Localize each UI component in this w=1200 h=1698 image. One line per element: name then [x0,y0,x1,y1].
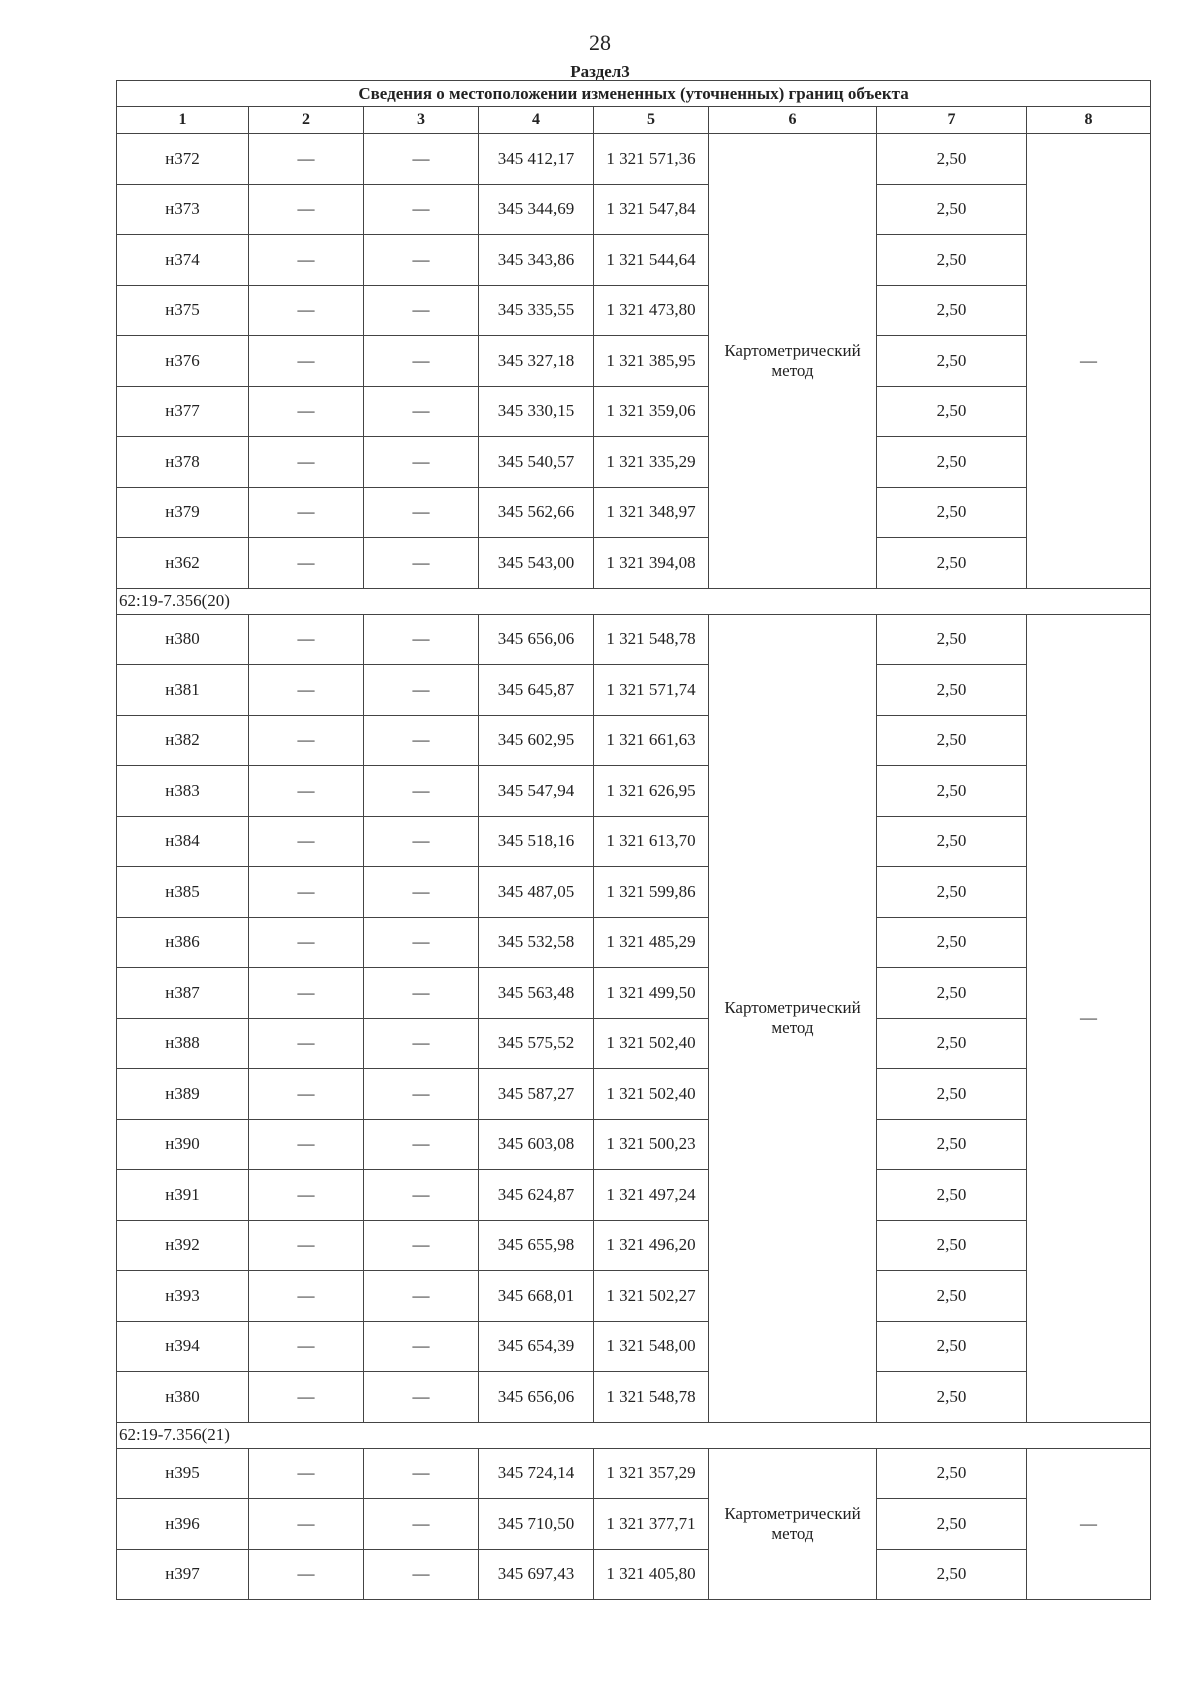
column-3-cell: — [364,968,479,1019]
x-coordinate-cell: 345 518,16 [479,816,594,867]
column-2-cell: — [249,766,364,817]
column-3-cell: — [364,235,479,286]
table-row [117,235,1151,286]
point-name-cell: н379 [117,487,249,538]
y-coordinate-cell: 1 321 547,84 [594,184,709,235]
table-row [117,1170,1151,1221]
table-row [117,1119,1151,1170]
column-3-cell: — [364,134,479,185]
x-coordinate-cell: 345 563,48 [479,968,594,1019]
y-coordinate-cell: 1 321 496,20 [594,1220,709,1271]
accuracy-cell: 2,50 [877,184,1027,235]
point-name-cell: н389 [117,1069,249,1120]
column-3-cell: — [364,816,479,867]
column-2-cell: — [249,1321,364,1372]
point-name-cell: н373 [117,184,249,235]
x-coordinate-cell: 345 645,87 [479,665,594,716]
accuracy-cell: 2,50 [877,386,1027,437]
accuracy-cell: 2,50 [877,487,1027,538]
table-row [117,184,1151,235]
table-row [117,766,1151,817]
accuracy-cell: 2,50 [877,1170,1027,1221]
column-3-cell: — [364,1549,479,1600]
column-3-cell: — [364,386,479,437]
y-coordinate-cell: 1 321 357,29 [594,1448,709,1499]
y-coordinate-cell: 1 321 485,29 [594,917,709,968]
x-coordinate-cell: 345 603,08 [479,1119,594,1170]
x-coordinate-cell: 345 668,01 [479,1271,594,1322]
table-row [117,336,1151,387]
parcel-group-label: 62:19-7.356(21) [117,1422,1151,1448]
y-coordinate-cell: 1 321 626,95 [594,766,709,817]
x-coordinate-cell: 345 343,86 [479,235,594,286]
table-row [117,614,1151,665]
point-name-cell: н392 [117,1220,249,1271]
y-coordinate-cell: 1 321 473,80 [594,285,709,336]
table-row [117,487,1151,538]
point-name-cell: н387 [117,968,249,1019]
y-coordinate-cell: 1 321 571,36 [594,134,709,185]
column-8-cell: — [1027,1448,1151,1600]
x-coordinate-cell: 345 602,95 [479,715,594,766]
point-name-cell: н391 [117,1170,249,1221]
column-3-cell: — [364,285,479,336]
accuracy-cell: 2,50 [877,1018,1027,1069]
y-coordinate-cell: 1 321 661,63 [594,715,709,766]
column-3-cell: — [364,1119,479,1170]
column-3-cell: — [364,1271,479,1322]
y-coordinate-cell: 1 321 548,00 [594,1321,709,1372]
column-numbers-row [117,107,1151,134]
point-name-cell: н362 [117,538,249,589]
y-coordinate-cell: 1 321 502,40 [594,1018,709,1069]
y-coordinate-cell: 1 321 613,70 [594,816,709,867]
x-coordinate-cell: 345 655,98 [479,1220,594,1271]
section-title: Раздел3 [570,62,630,81]
y-coordinate-cell: 1 321 348,97 [594,487,709,538]
column-number: 4 [479,107,594,134]
column-3-cell: — [364,665,479,716]
accuracy-cell: 2,50 [877,336,1027,387]
x-coordinate-cell: 345 335,55 [479,285,594,336]
column-3-cell: — [364,1321,479,1372]
column-2-cell: — [249,386,364,437]
column-2-cell: — [249,1271,364,1322]
column-2-cell: — [249,867,364,918]
table-row [117,917,1151,968]
column-3-cell: — [364,1170,479,1221]
point-name-cell: н377 [117,386,249,437]
x-coordinate-cell: 345 724,14 [479,1448,594,1499]
accuracy-cell: 2,50 [877,235,1027,286]
column-3-cell: — [364,766,479,817]
point-name-cell: н393 [117,1271,249,1322]
x-coordinate-cell: 345 656,06 [479,1372,594,1423]
y-coordinate-cell: 1 321 377,71 [594,1499,709,1550]
column-2-cell: — [249,917,364,968]
accuracy-cell: 2,50 [877,816,1027,867]
table-row [117,285,1151,336]
column-number: 8 [1027,107,1151,134]
x-coordinate-cell: 345 654,39 [479,1321,594,1372]
table-row [117,715,1151,766]
column-3-cell: — [364,437,479,488]
table-row [117,1220,1151,1271]
boundary-coordinates-table [116,80,1151,1600]
y-coordinate-cell: 1 321 394,08 [594,538,709,589]
column-8-cell: — [1027,134,1151,589]
x-coordinate-cell: 345 562,66 [479,487,594,538]
column-number: 1 [117,107,249,134]
y-coordinate-cell: 1 321 571,74 [594,665,709,716]
accuracy-cell: 2,50 [877,715,1027,766]
column-3-cell: — [364,1499,479,1550]
table-caption-row [117,81,1151,107]
y-coordinate-cell: 1 321 548,78 [594,614,709,665]
column-8-cell: — [1027,614,1151,1422]
point-name-cell: н388 [117,1018,249,1069]
x-coordinate-cell: 345 330,15 [479,386,594,437]
column-2-cell: — [249,538,364,589]
column-2-cell: — [249,134,364,185]
column-2-cell: — [249,1499,364,1550]
point-name-cell: н380 [117,614,249,665]
column-2-cell: — [249,665,364,716]
table-row [117,1499,1151,1550]
accuracy-cell: 2,50 [877,285,1027,336]
x-coordinate-cell: 345 412,17 [479,134,594,185]
column-2-cell: — [249,285,364,336]
y-coordinate-cell: 1 321 497,24 [594,1170,709,1221]
parcel-group-label: 62:19-7.356(20) [117,588,1151,614]
point-name-cell: н395 [117,1448,249,1499]
point-name-cell: н375 [117,285,249,336]
column-3-cell: — [364,1448,479,1499]
y-coordinate-cell: 1 321 500,23 [594,1119,709,1170]
table-row [117,1069,1151,1120]
accuracy-cell: 2,50 [877,1549,1027,1600]
accuracy-cell: 2,50 [877,614,1027,665]
column-2-cell: — [249,1448,364,1499]
column-2-cell: — [249,235,364,286]
y-coordinate-cell: 1 321 544,64 [594,235,709,286]
column-number: 2 [249,107,364,134]
table-row [117,1271,1151,1322]
accuracy-cell: 2,50 [877,968,1027,1019]
point-name-cell: н386 [117,917,249,968]
accuracy-cell: 2,50 [877,917,1027,968]
table-row [117,437,1151,488]
x-coordinate-cell: 345 547,94 [479,766,594,817]
x-coordinate-cell: 345 656,06 [479,614,594,665]
table-row [117,665,1151,716]
point-name-cell: н390 [117,1119,249,1170]
table-row [117,1321,1151,1372]
column-3-cell: — [364,487,479,538]
column-2-cell: — [249,1018,364,1069]
accuracy-cell: 2,50 [877,1220,1027,1271]
x-coordinate-cell: 345 487,05 [479,867,594,918]
table-row [117,1549,1151,1600]
method-cell: Картометрический метод [709,134,877,589]
table-row [117,1372,1151,1423]
x-coordinate-cell: 345 575,52 [479,1018,594,1069]
column-number: 6 [709,107,877,134]
point-name-cell: н385 [117,867,249,918]
column-2-cell: — [249,614,364,665]
column-2-cell: — [249,336,364,387]
table-row [117,1448,1151,1499]
accuracy-cell: 2,50 [877,1069,1027,1120]
column-3-cell: — [364,1018,479,1069]
point-name-cell: н394 [117,1321,249,1372]
accuracy-cell: 2,50 [877,665,1027,716]
table-caption: Сведения о местоположении измененных (уточненных) границ объекта [117,81,1151,107]
column-3-cell: — [364,336,479,387]
table-row [117,386,1151,437]
accuracy-cell: 2,50 [877,1271,1027,1322]
column-2-cell: — [249,1069,364,1120]
column-3-cell: — [364,1372,479,1423]
accuracy-cell: 2,50 [877,1372,1027,1423]
point-name-cell: н396 [117,1499,249,1550]
column-2-cell: — [249,1220,364,1271]
table-row [117,1018,1151,1069]
accuracy-cell: 2,50 [877,538,1027,589]
y-coordinate-cell: 1 321 499,50 [594,968,709,1019]
method-cell: Картометрический метод [709,1448,877,1600]
column-3-cell: — [364,1069,479,1120]
column-2-cell: — [249,1119,364,1170]
accuracy-cell: 2,50 [877,766,1027,817]
point-name-cell: н378 [117,437,249,488]
table-row [117,538,1151,589]
column-2-cell: — [249,1372,364,1423]
point-name-cell: н381 [117,665,249,716]
y-coordinate-cell: 1 321 335,29 [594,437,709,488]
column-number: 7 [877,107,1027,134]
column-2-cell: — [249,1170,364,1221]
point-name-cell: н397 [117,1549,249,1600]
point-name-cell: н376 [117,336,249,387]
point-name-cell: н384 [117,816,249,867]
point-name-cell: н374 [117,235,249,286]
point-name-cell: н382 [117,715,249,766]
column-3-cell: — [364,917,479,968]
x-coordinate-cell: 345 532,58 [479,917,594,968]
y-coordinate-cell: 1 321 599,86 [594,867,709,918]
method-cell: Картометрический метод [709,614,877,1422]
accuracy-cell: 2,50 [877,134,1027,185]
x-coordinate-cell: 345 327,18 [479,336,594,387]
y-coordinate-cell: 1 321 359,06 [594,386,709,437]
accuracy-cell: 2,50 [877,437,1027,488]
parcel-group-row [117,588,1151,614]
accuracy-cell: 2,50 [877,867,1027,918]
parcel-group-row [117,1422,1151,1448]
column-2-cell: — [249,487,364,538]
x-coordinate-cell: 345 344,69 [479,184,594,235]
column-3-cell: — [364,715,479,766]
point-name-cell: н383 [117,766,249,817]
accuracy-cell: 2,50 [877,1499,1027,1550]
y-coordinate-cell: 1 321 548,78 [594,1372,709,1423]
x-coordinate-cell: 345 543,00 [479,538,594,589]
y-coordinate-cell: 1 321 502,40 [594,1069,709,1120]
point-name-cell: н380 [117,1372,249,1423]
column-2-cell: — [249,437,364,488]
column-3-cell: — [364,1220,479,1271]
accuracy-cell: 2,50 [877,1448,1027,1499]
table-row [117,816,1151,867]
accuracy-cell: 2,50 [877,1119,1027,1170]
column-3-cell: — [364,538,479,589]
x-coordinate-cell: 345 624,87 [479,1170,594,1221]
column-number: 3 [364,107,479,134]
x-coordinate-cell: 345 697,43 [479,1549,594,1600]
table-row [117,867,1151,918]
x-coordinate-cell: 345 587,27 [479,1069,594,1120]
y-coordinate-cell: 1 321 405,80 [594,1549,709,1600]
column-2-cell: — [249,816,364,867]
column-2-cell: — [249,715,364,766]
x-coordinate-cell: 345 710,50 [479,1499,594,1550]
x-coordinate-cell: 345 540,57 [479,437,594,488]
column-3-cell: — [364,184,479,235]
table-row [117,134,1151,185]
column-2-cell: — [249,1549,364,1600]
table-row [117,968,1151,1019]
page-number: 28 [589,30,611,55]
column-number: 5 [594,107,709,134]
accuracy-cell: 2,50 [877,1321,1027,1372]
point-name-cell: н372 [117,134,249,185]
y-coordinate-cell: 1 321 502,27 [594,1271,709,1322]
column-3-cell: — [364,614,479,665]
column-3-cell: — [364,867,479,918]
column-2-cell: — [249,968,364,1019]
column-2-cell: — [249,184,364,235]
y-coordinate-cell: 1 321 385,95 [594,336,709,387]
